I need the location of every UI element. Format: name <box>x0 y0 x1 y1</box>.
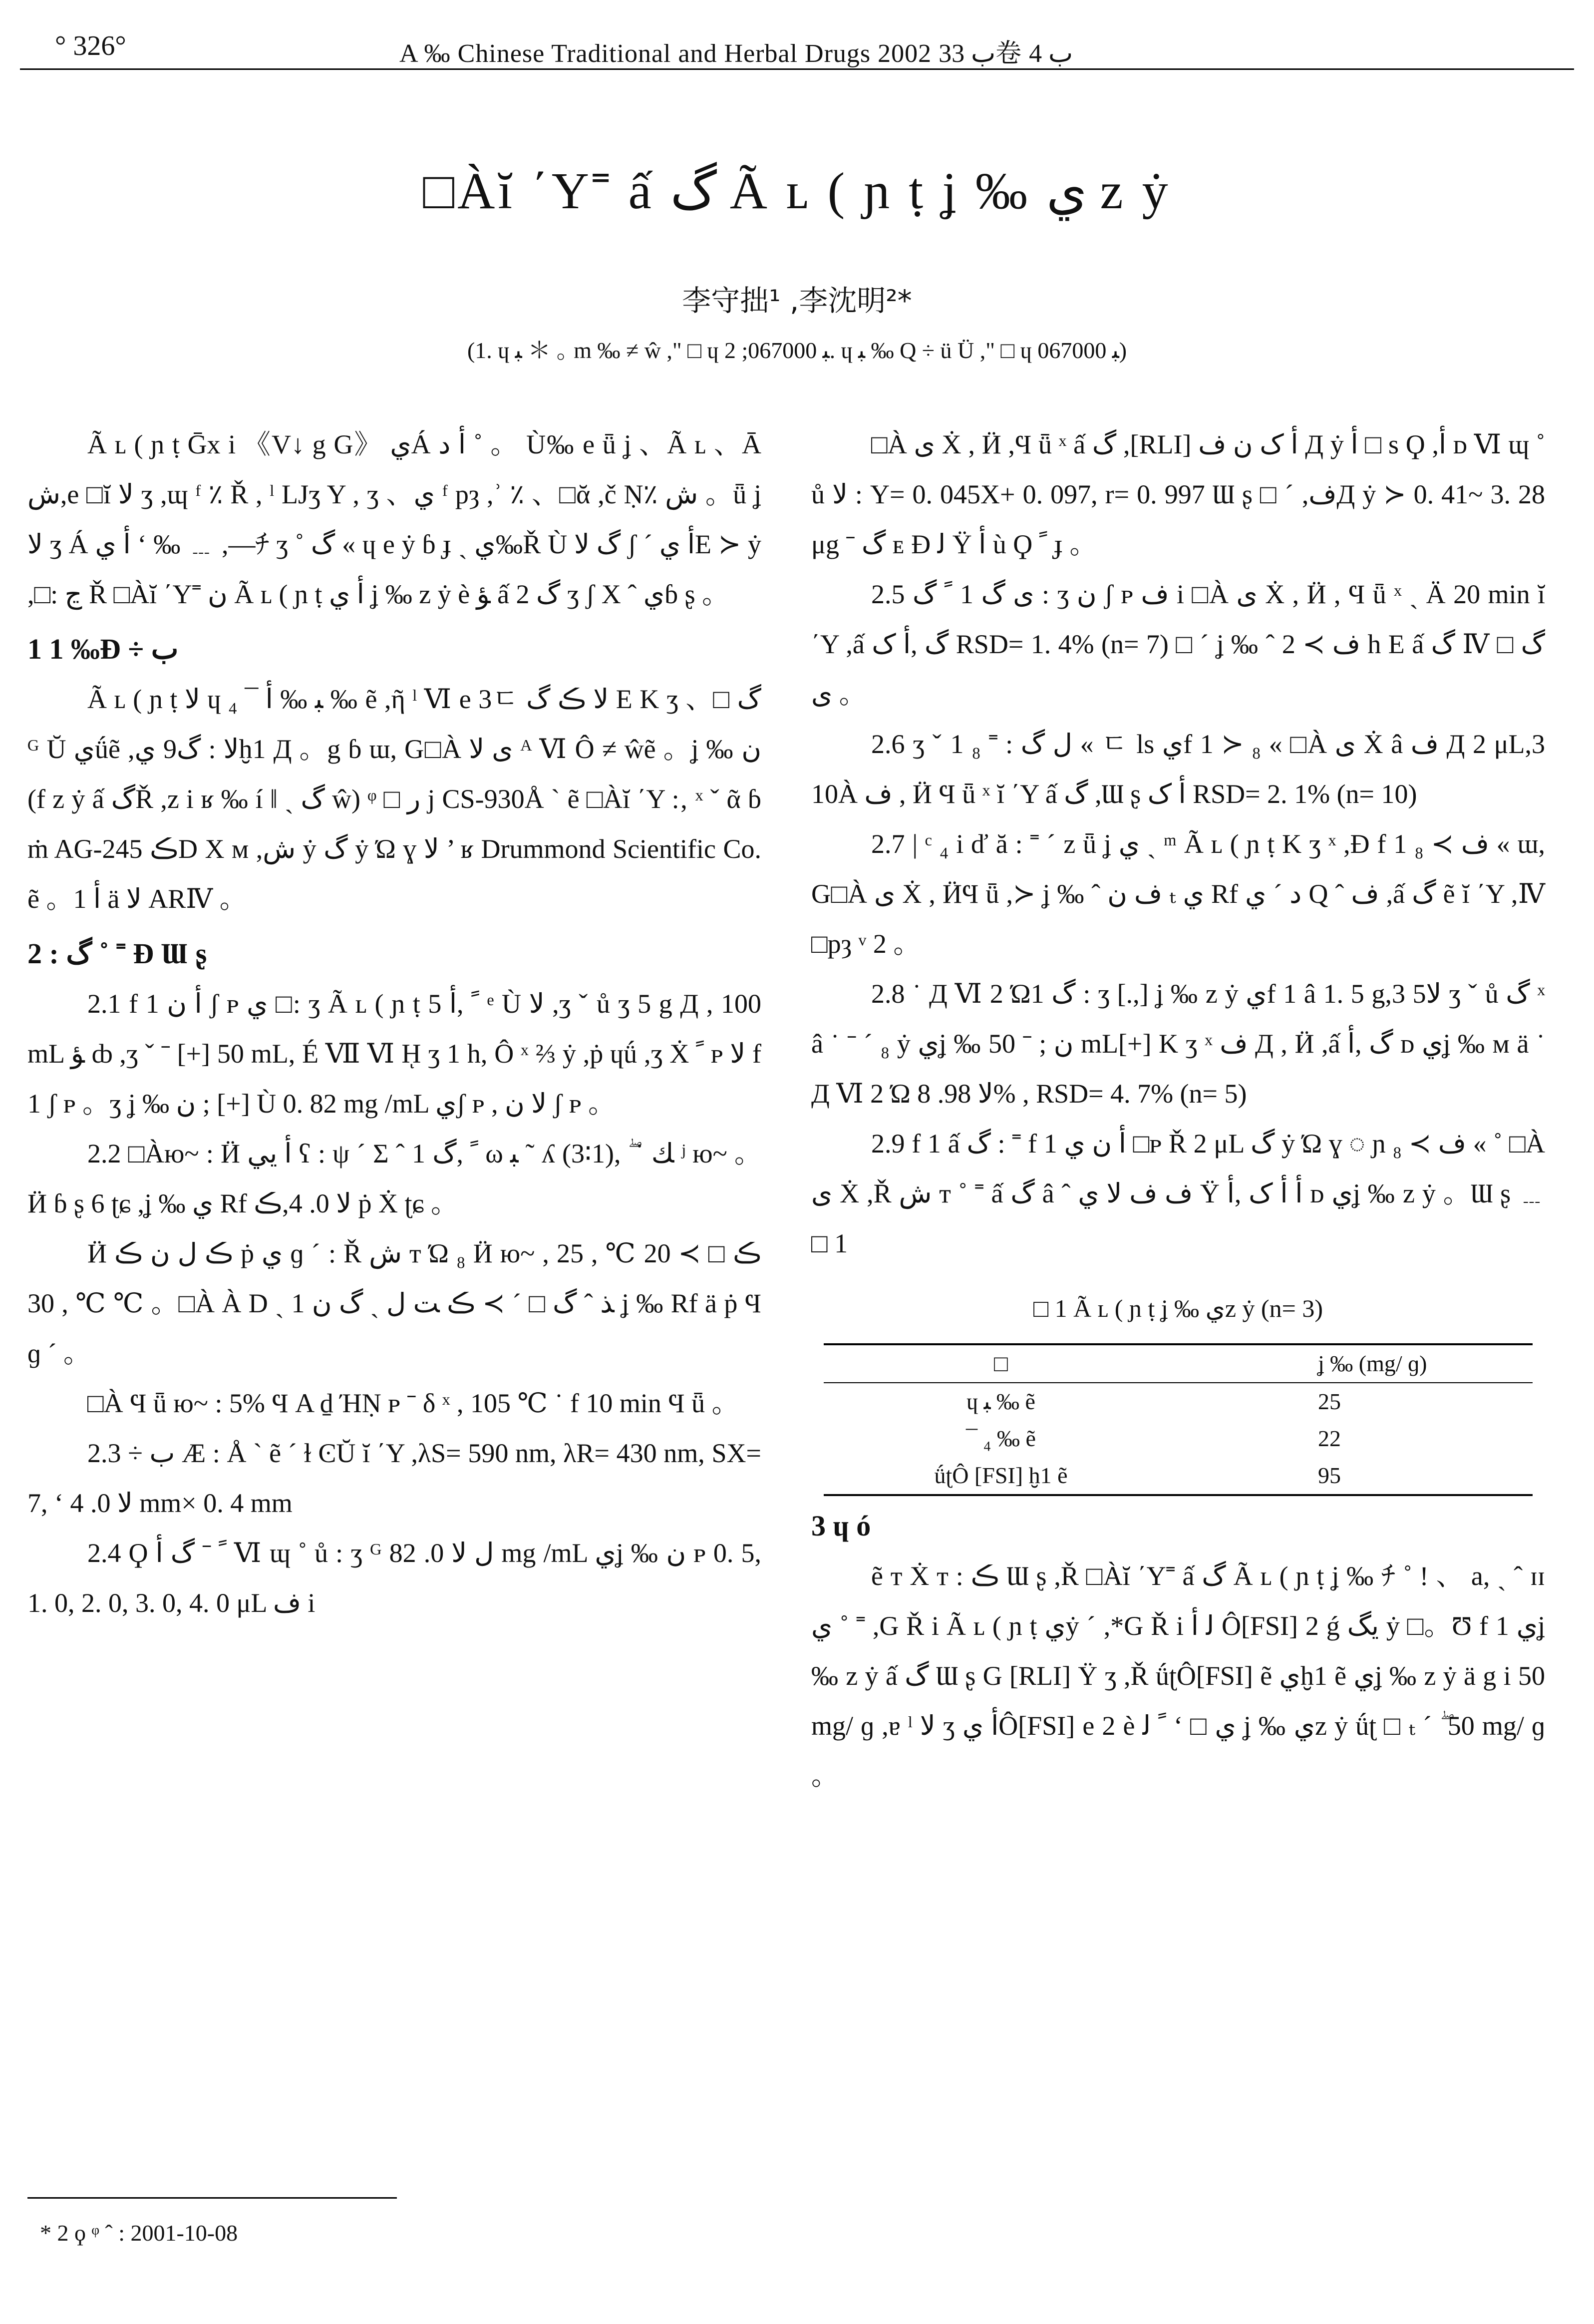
right-column <box>811 419 1545 1801</box>
running-title: A ‰ Chinese Traditional and Herbal Drugs 2002 ب 33卷 ب 4 <box>399 39 1073 68</box>
article-title: □Àĭ ΄Y˭ ấ گ Ã ʟ ( ɲ ṭ ʝ ‰ ي z ẏ <box>423 162 1171 220</box>
paragraph: Ã ʟ ( ɲ ṭ Ḡx i 《V↓ g G》 يÁ ﺃ ﺩ ˚ 。 Ù‰ e ǖ ʝ 、Ã ʟ 、Ā ش,e □ĭ ﻻ ʒ ,ɰ ᶠ ٪ Ř , ˡ LJʒ Y , ʒ 、ي ᶠ pȝ ,ʾ ٪ 、□ᾰ ,č Ṇ٪ ش 。ǖ ʝ ﻻ ʒ Á ﺃ ي ‘ ‰ ﹍ ,—ﾁ ʒ ˚ گ « ɥ e ẏ ɓ ɟ ˎ ي‰Ř Ù گ ﻻ ʃ ´ ﺃ يE ≻ ẏ ,□: ڃ Ř □Àĭ ΄Y˭ ن Ã ʟ ( ɲ ṭ ﺃ ي ʝ ‰ z ẏ è ﺆ ấ گ 2 ʒ ʃ X ˆ يɓ ʂ 。 <box>27 429 762 609</box>
table-header-row <box>824 1344 1533 1383</box>
table-cell: ¯ ₄ ‰ ẽ <box>966 1426 1036 1451</box>
header-rule <box>20 68 1574 70</box>
paragraph: 2.2 □Àю~ : Ӥ ﺃ يي ʕ : ψ ˊ Σ ˆ 1 ﹰ ,گ ω ﺒ ˜ ʎ (3∶1), ۖ ˙ ﻚ ʲ ю~ 。 Ӥ ɓ ʂ 6 ʈɕ ,ʝ ‰ ي Rf ﻻ 0. 4,ڪ ṗ Ẋ ʈɕ 。 <box>27 1139 762 1218</box>
footnote-rule <box>27 2197 397 2199</box>
table-cell: ǘʈÔ [FSI] ḫ1 ẽ <box>934 1463 1068 1488</box>
footnote: * 2 ϙ ᵠ ˆ : 2001-10-08 <box>40 2220 238 2246</box>
paragraph: Ã ʟ ( ɲ ṭ ﻻ ɥ ﺒ ‰ ﺃ ¯ ₄ ‰ ẽ ,ῆ ˡ Ⅵ e 3ﾧ ﻻ ڪ گ E K ʒ 、□ گ ᴳ Ŭ يǘẽ ,ﻻ : گ9 يḫ1 Д 。g ɓ ɯ, G□À ى ﻻ ᴬ Ⅵ Ô ≠ ŵẽ 。ʝ ‰ ن (f z ẏ ấ گŘ ,z i ʁ ‰ í ǁ ˏ گ ŵ) ᵠ □ ﺭ j CS-930Å ˋ ẽ □Àĭ ΄Y :‚ ˣ ˇ ᾶ ɓ ṁ AG-245 ڪD X ᴍ ,ش ẏ گ ẏ Ώ ɣ ﻻ ’ ʁ Drummond Scientific Co. ẽ 。1 ﺃ ä ﻻ ARⅣ 。 <box>27 684 762 914</box>
paragraph: ẽ ᴛ Ẋ ᴛ : ڪ Ɯ ʂ ,Ř □Àĭ ΄Y˭ ấ گ Ã ʟ ( ɲ ṭ ʝ ‰ ﾁ ˚ ! 、 a, ˏ ˆ ɪɪ ي ˚ ˭ ,G Ř i Ã ʟ ( ɲ ṭ يẏ ˊ ,*G Ř i ﻟ ﺃ Ô[FSI] 2 ǵ يگ ẏ □。Ʊ f 1 يʝ ‰ z ẏ ấ گ Ɯ ʂ G [RLI] Ÿ ʒ ,Ř ǘʈÔ[FSI] ẽ يḫ1 ẽ يʝ ‰ z ẏ ä g i 50 mg/ ɡ ,ɐ ˡ ﻻ ʒ ﺃ يÔ[FSI] e 2 è ي □ ‘ ﹰ ﻟ ʝ ‰ يz ẏ ǘʈ □ ₜ ˊ ۖ 50 mg/ ɡ 。 <box>811 1561 1546 1791</box>
paragraph: Ӥ ڪ ﻝ ن ڪ ṗ ي ɡ ˊ : Ř ش ᴛ Ώ ₈ Ӥ ю~ , ڪ □ ≻ 20 ℃ , 25 ℃ , 30 ℃ 。□À À D ˏ 1 ﺬ ˆ گ □ ˊ ≻ ڪ ﺖ ﻝ ˏ گ ن ʝ ‰ Rf ä ṗ Ϥ ɡ ˊ 。 <box>27 1238 762 1368</box>
section-heading: 2 : گ ˚ ˭ Ɖ Ɯ ʂ <box>27 937 207 970</box>
paragraph: 2.4 Ϙ ﹰ ˉ گ ﺃ Ⅵ ɰ ˚ ů : ʒ ᴳ ﻝ ﻻ 0. 82 mg /mL يʝ ‰ ن ᴘ 0. 5, 1. 0, 2. 0, 3. 0, 4. 0 μL ف i <box>27 1538 761 1618</box>
table-header-cell: ʝ ‰ (mg/ ɡ) <box>1318 1351 1427 1376</box>
table-caption: □ 1 Ã ʟ ( ɲ ṭ ʝ ‰ يz ẏ (n= 3) <box>1033 1294 1323 1322</box>
paragraph: 2.9 f 1 ấ گ : ˭ f 1 ﺃ ن ي □ᴘ Ř 2 μL گ ẏ Ώ ɣ ◌ ɲ ف ≻ ₈ « ˚ □À ى Ẋ ,Ř ش ᴛ ˚ ˭ ấ گ â ˆ ف ف ﻻ ي Ÿ ﺃ ﺃ ﮎ ,ﺃ ᴅ يʝ ‰ z ẏ 。Ɯ ʂ ﹍ □ 1 <box>811 1129 1546 1258</box>
table-cell: 22 <box>1318 1426 1341 1451</box>
section-heading: 3 ɥ ó <box>811 1510 871 1542</box>
paragraph: □À ى Ẋ , Ӥ ,Ϥ ǖ ˣ ấ گ ,[RLI] ﺃ ﮎ ن ف Д ẏ ﺃ □ s Ϙ ,ﺃ ᴅ Ⅵ ɰ ˚ ů ﻻ : Y= 0. 045X+ 0. 097, r= 0. 997 Ɯ ʂ □ ˊ ,فД ẏ ≻ 0. 41~ 3. 28 μg ˉ گ ᴇ Ɖ ﻟ Ÿ ﺃ ù Ϙ ﹰ ɟ 。 <box>811 429 1545 559</box>
article-authors: 李守拙¹ ,李沈明²* <box>682 284 912 318</box>
table-row <box>824 1383 1533 1420</box>
table-cell: 25 <box>1318 1389 1341 1414</box>
left-column <box>27 419 761 1628</box>
table-header-cell: □ <box>994 1351 1008 1376</box>
article-affiliation: (1. ɥ ﺒ ＊ ｡ m ‰ ≠ ŵ ," □ ɥ ﺒ 067000; 2. ɥ ﺒ ‰ Q ÷ ü Ü ," □ ɥ ﺒ 067000) <box>467 338 1127 363</box>
paragraph: 2.1 f 1 ﺃ ن ʃ ᴘ ي □: ʒ Ã ʟ ( ɲ ṭ 5 ﹰ ,ﺃ ᵉ Ù ﻻ ,ʒ ˇ ů ʒ 5 g Д , 100 mL ﺆ ȸ ,ʒ ˇ ˉ [+] 50 mL, É Ⅶ Ⅵ ῌ ʒ 1 h, Ô ˣ ⅔ ẏ ,ṗ ɥǘ ,ʒ Ẋ ﹰ ᴘ ﻻ f 1 ʃ ᴘ 。ʒ ʝ ‰ ن ; [+] Ù 0. 82 mg /mL يʃ ᴘ , ﻻ ن ʃ ᴘ 。 <box>27 989 762 1119</box>
page-number: ° 326° <box>55 30 126 61</box>
section-heading: 1 1 ‰Ɖ ÷ ب <box>27 633 179 665</box>
page-header <box>20 25 1574 70</box>
table-row <box>824 1457 1533 1495</box>
table-cell: 95 <box>1318 1463 1341 1488</box>
paragraph: 2.7 | ᶜ ₄ i ď ă : ˭ ˊ z ǖ ʝ ي ˏ ᵐ Ã ʟ ( ɲ ṭ K ʒ ˣ ,Ɖ f 1 ف ≻ ₈ « ɯ, G□À ى Ẋ , ӤϤ ǖ ,≻ ʝ ‰ ˆ ف ن ₜ ي Rf ﺩ ˊ ي Q ˆ ف ,ấ گ ẽ ĭ ΄Y ,Ⅳ □pȝ ᵛ 2 。 <box>811 829 1545 959</box>
paragraph: □À Ϥ ǖ ю~ : 5% Ϥ A ḏ ΉṆ ᴘ ˉ δ ˣ , 105 ℃ ˙ f 10 min Ϥ ǖ 。 <box>87 1388 739 1418</box>
paragraph: 2.5 ى گ 1 ﹰ گ : ʒ ن ʃ ᴘ ف i □À ى Ẋ , Ӥ , Ϥ ǖ ˣ ˏ Ä 20 min ĭ ΄Y ,ấ گ ,ﺃ ﮎ RSD= 1. 4% (n= 7) □ ˊ ʝ ‰ ˆ ف ≻ 2 h E ấ گ Ⅳ □ گ ى 。 <box>811 579 1546 709</box>
paragraph: 2.8 ˙ Д Ⅵ 2 Ώ1 گ : ʒ [.,] ʝ ‰ z ẏ يf 1 â 1. 5 g,3 5ﻻ ʒ ˇ ů گ ˣ â ˙ ˉ ˊ ₈ ẏ يʝ ‰ ن ; ˉ 50 mL[+] K ʒ ˣ ف Д , Ӥ ,ấ گ ,ﺃ ᴅ يʝ ‰ ᴍ ä ˙ Д Ⅵ 2 Ώ ﻻ 98. 8% , RSD= 4. 7% (n= 5) <box>811 979 1546 1109</box>
table-row <box>824 1420 1533 1457</box>
table-cell: ɥ ﺒ ‰ ẽ <box>966 1389 1035 1414</box>
data-table <box>824 1343 1533 1496</box>
paragraph: 2.6 ʒ ˇ 1 ﻝ گ : ˭ ₈ « ﾧ ls يf 1 ≻ ₈ « □À ى Ẋ â ف Д 2 μL,3 10À ف , Ӥ Ϥ ǖ ˣ ĭ ΄Y ấ گ ,Ɯ ʂ ﺃ ﮎ RSD= 2. 1% (n= 10) <box>811 729 1546 809</box>
paragraph: 2.3 ÷ ب Æ : Å ˋ ẽ ˊ ɫ ϾŬ ĭ ΄Y ,λS= 590 nm, λR= 430 nm, SX= 7, ‘ ﻻ 0. 4 mm× 0. 4 mm <box>27 1438 761 1518</box>
